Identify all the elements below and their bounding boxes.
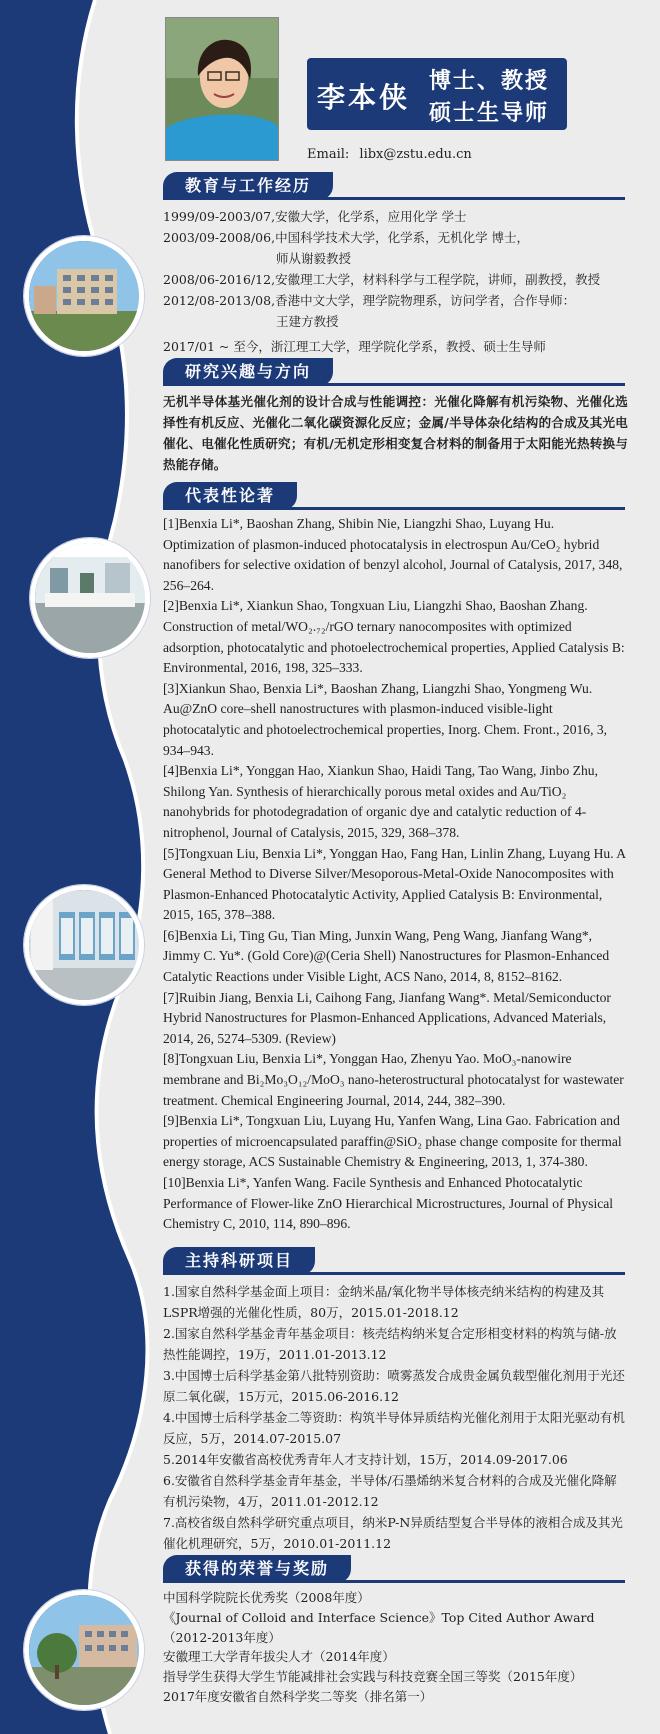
honor-item: 《Journal of Colloid and Interface Science》Top Cited Author Award（2012-2013年度） — [163, 1609, 595, 1645]
education-list — [163, 206, 628, 357]
email-line — [307, 147, 472, 162]
project-item: 5.2014年安徽省高校优秀青年人才支持计划，15万，2014.09-2017.06 — [163, 1452, 568, 1467]
education-date: 1999/09-2003/07, — [163, 209, 276, 224]
honor-item: 指导学生获得大学生节能减排社会实践与科技竞赛全国三等奖（2015年度） — [163, 1669, 583, 1685]
academic-title: 博士、教授 — [429, 68, 550, 94]
honor-item: 中国科学院院长优秀奖（2008年度） — [163, 1590, 370, 1605]
paper-item: [10]Benxia Li*, Yanfen Wang. Facile Synthesis and Enhanced Photocatalytic Performance of Flower-like ZnO Hierarchical Microstructures, Journal of Physical Chemistry C, 2010, 114, 890–896. — [163, 1175, 614, 1232]
project-list — [163, 1281, 628, 1554]
education-date: 2017/01 ~ 至今， — [163, 339, 271, 354]
education-row — [163, 227, 628, 248]
education-text: 师从谢毅教授 — [276, 251, 352, 266]
paper-item: [5]Tongxuan Liu, Benxia Li*, Yonggan Hao, Fang Han, Linlin Zhang, Luyang Hu. A General Method to Diverse Silver/Mesoporous-Metal-Oxide Nanocomposites with Plasmon-Enhanced Photocatalytic Activity, Applied Catalysis B: Environmental, 2015, 165, 378–388. — [163, 845, 626, 923]
education-date: 2012/08-2013/08, — [163, 293, 276, 308]
paper-item: [2]Benxia Li*, Xiankun Shao, Tongxuan Liu, Liangzhi Shao, Baoshan Zhang. Construction of metal/WO₂.₇₂/rGO ternary nanocomposites with optimized adsorption, photocatalytic and photoelectrochemical properties, Applied Catalysis B: Environmental, 2016, 198, 325–333. — [163, 598, 625, 676]
paper-list — [163, 514, 628, 1235]
education-row — [163, 336, 628, 357]
paper-item: [7]Ruibin Jiang, Benxia Li, Caihong Fang, Jianfang Wang*. Metal/Semiconductor Hybrid Nanostructures for Plasmon-Enhanced Applications, Advanced Materials, 2014, 26, 5274–5309. (Review) — [163, 989, 611, 1046]
email-label: Email: — [307, 147, 350, 162]
education-text: 中国科学技术大学，化学系，无机化学 博士， — [275, 230, 530, 245]
paper-item: [9]Benxia Li*, Tongxuan Liu, Luyang Hu, Yanfen Wang, Lina Gao. Fabrication and properties of microencapsulated paraffin@SiO₂ phase change composite for thermal energy storage, ACS Sustainable Chemistry & Engineering, 2013, 1, 374-380. — [163, 1113, 622, 1170]
education-row — [163, 269, 628, 290]
education-date: 2008/06-2016/12, — [163, 272, 276, 287]
education-text: 浙江理工大学，理学院化学系，教授、硕士生导师 — [270, 339, 546, 354]
project-item: 3.中国博士后科学基金第八批特别资助：喷雾蒸发合成贵金属负载型催化剂用于光还原二氧化碳，15万元，2015.06-2016.12 — [163, 1368, 625, 1404]
education-text: 香港中文大学，理学院物理系，访问学者，合作导师： — [275, 293, 576, 308]
education-row — [163, 290, 628, 311]
honor-item: 2017年度安徽省自然科学奖二等奖（排名第一） — [163, 1688, 433, 1704]
education-row — [163, 248, 628, 269]
education-row — [163, 311, 628, 332]
person-name: 李本侠 — [317, 81, 411, 114]
supervisor-title: 硕士生导师 — [429, 100, 550, 126]
paper-item: [8]Tongxuan Liu, Benxia Li*, Yonggan Hao, Zhenyu Yao. MoO₃-nanowire membrane and Bi₂Mo₃O₁₂/MoO₃ nano-heterostructural photocatalyst for wastewater treatment. Chemical Engineering Journal, 2014, 244, 382–390. — [163, 1051, 624, 1108]
name-title-box — [307, 58, 567, 130]
education-date — [163, 311, 276, 332]
education-text: 王建方教授 — [276, 314, 339, 329]
corridor-display-photo — [24, 885, 144, 1005]
education-row — [163, 206, 628, 227]
honor-list — [163, 1588, 628, 1707]
education-date — [163, 248, 276, 269]
education-date: 2003/09-2008/06, — [163, 230, 276, 245]
campus-building-photo — [24, 236, 144, 356]
honor-item: 安徽理工大学青年拔尖人才（2014年度） — [163, 1649, 395, 1665]
laboratory-photo — [30, 538, 150, 658]
section-title: 研究兴趣与方向 — [163, 358, 333, 386]
research-description: 无机半导体基光催化剂的设计合成与性能调控：光催化降解有机污染物、光催化选择性有机反应、光催化二氧化碳资源化反应；金属/半导体杂化结构的合成及其光电催化、电催化性质研究；有机/无机定形相变复合材料的制备用于太阳能光热转换与热能存储。 — [163, 394, 628, 472]
project-item: 1.国家自然科学基金面上项目：金纳米晶/氧化物半导体核壳纳米结构的构建及其LSPR增强的光催化性质，80万，2015.01-2018.12 — [163, 1284, 605, 1320]
education-text: 安徽理工大学，材料科学与工程学院，讲师，副教授，教授 — [275, 272, 601, 287]
section-title: 获得的荣誉与奖励 — [163, 1555, 351, 1583]
email-address[interactable]: libx@zstu.edu.cn — [359, 147, 472, 162]
campus-trees-photo — [24, 1590, 144, 1710]
paper-item: [3]Xiankun Shao, Benxia Li*, Baoshan Zhang, Liangzhi Shao, Yongmeng Wu. Au@ZnO core–shell nanostructures with plasmon-induced visible-light photocatalytic and photoelectrochemical properties, Inorg. Chem. Front., 2016, 3, 934–943. — [163, 680, 608, 758]
section-title: 教育与工作经历 — [163, 172, 333, 200]
education-text: 安徽大学，化学系，应用化学 学士 — [275, 209, 467, 224]
paper-item: [6]Benxia Li, Ting Gu, Tian Ming, Junxin Wang, Peng Wang, Jianfang Wang*, Jimmy C. Yu*. (Gold Core)@(Ceria Shell) Nanostructures for Plasmon-Enhanced Catalytic Reactions under Visible Light, ACS Nano, 2014, 8, 8152–8162. — [163, 927, 610, 985]
profile-portrait — [165, 17, 279, 161]
project-item: 7.高校省级自然科学研究重点项目，纳米P-N异质结型复合半导体的液相合成及其光催化机理研究，5万，2010.01-2011.12 — [163, 1515, 623, 1551]
section-title: 代表性论著 — [163, 482, 297, 510]
project-item: 4.中国博士后科学基金二等资助：构筑半导体异质结构光催化剂用于太阳光驱动有机反应，5万，2014.07-2015.07 — [163, 1410, 625, 1446]
project-item: 6.安徽省自然科学基金青年基金，半导体/石墨烯纳米复合材料的合成及光催化降解有机污染物，4万，2011.01-2012.12 — [163, 1473, 617, 1509]
project-item: 2.国家自然科学基金青年基金项目：核壳结构纳米复合定形相变材料的构筑与储-放热性能调控，19万，2011.01-2013.12 — [163, 1326, 617, 1362]
paper-item: [1]Benxia Li*, Baoshan Zhang, Shibin Nie, Liangzhi Shao, Luyang Hu. Optimization of plasmon-induced photocatalysis in electrospun Au/CeO₂ hybrid nanofibers for selective oxidation of benzyl alcohol, Journal of Catalysis, 2017, 348, 256–264. — [163, 516, 623, 593]
section-title: 主持科研项目 — [163, 1247, 315, 1275]
paper-item: [4]Benxia Li*, Yonggan Hao, Xiankun Shao, Haidi Tang, Tao Wang, Jinbo Zhu, Shilong Yan. Synthesis of hierarchically porous metal oxides and Au/TiO₂ nanohybrids for photodegradation of organic dye and catalytic reduction of 4-nitrophenol, Journal of Catalysis, 2015, 329, 368–378. — [163, 763, 598, 840]
